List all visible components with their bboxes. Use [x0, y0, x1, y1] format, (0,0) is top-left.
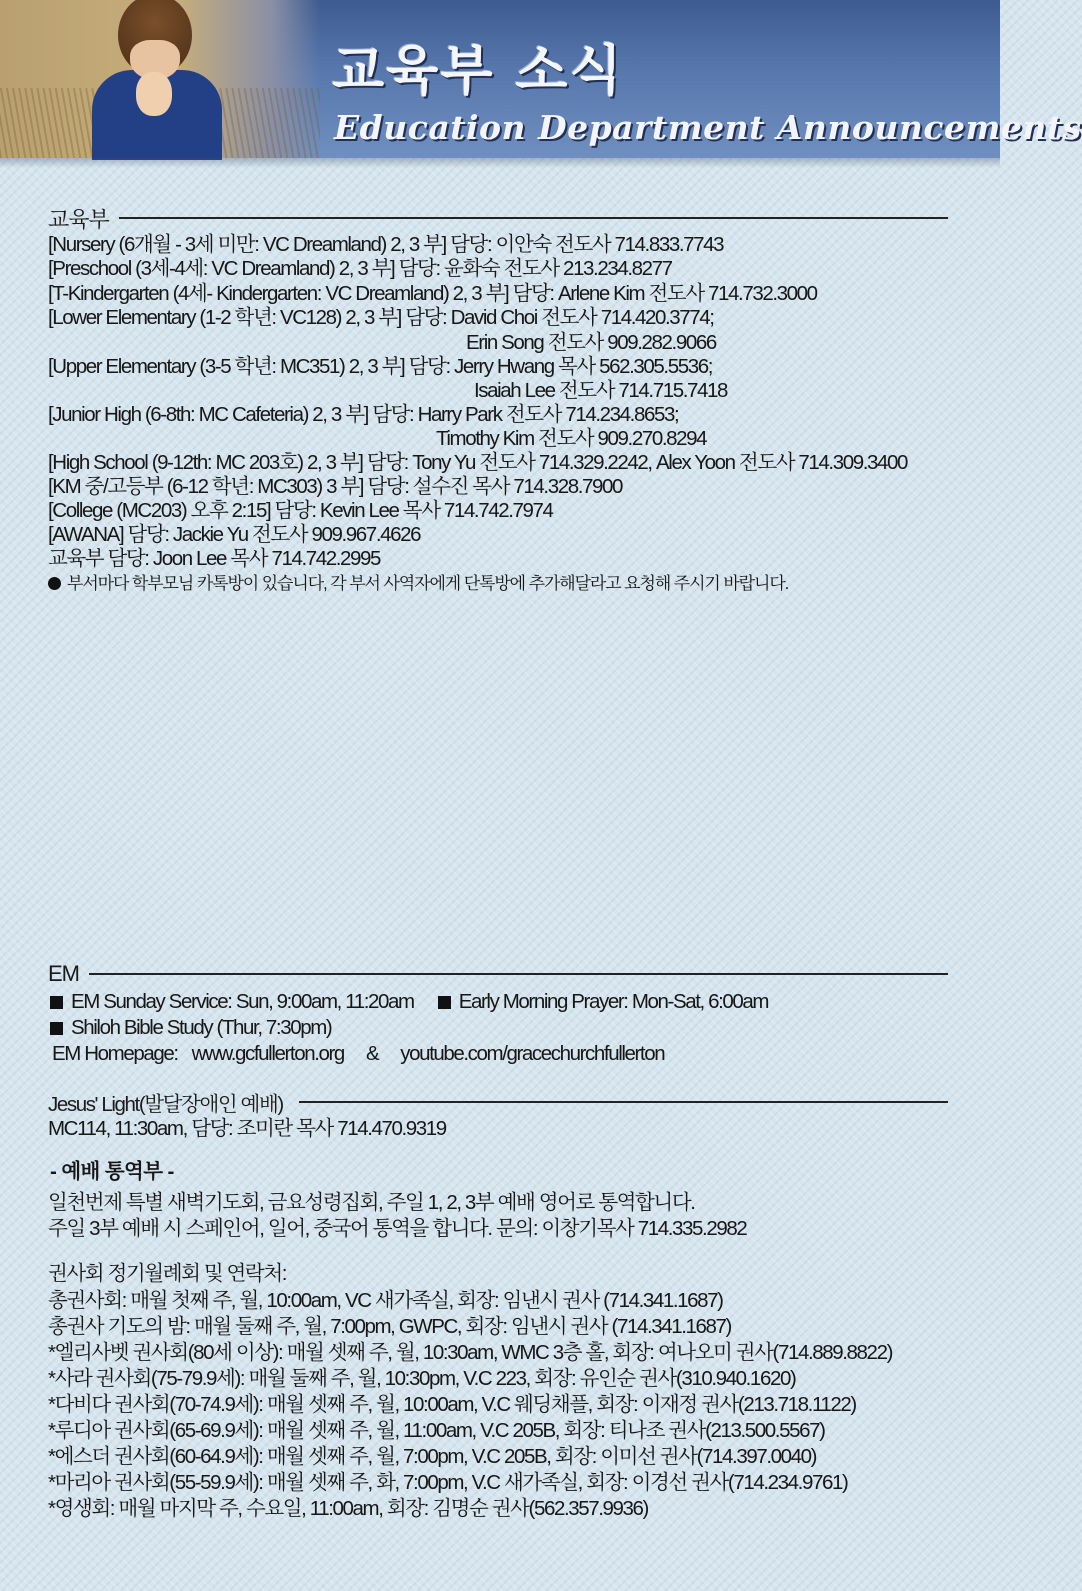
- interpretation-line-2: 주일 3부 예배 시 스페인어, 일어, 중국어 통역을 합니다. 문의: 이창기목사 714.335.2982: [48, 1217, 747, 1240]
- youtube-link[interactable]: youtube.com/gracechurchfullerton: [400, 1042, 665, 1065]
- deaconess-line: *루디아 권사회(65-69.9세): 매월 셋째 주, 월, 11:00am, V.C 205B, 회장: 티나조 권사(213.500.5567): [48, 1419, 825, 1442]
- section-divider: [89, 973, 948, 975]
- em-heading: EM: [48, 961, 79, 986]
- kakao-note: [48, 572, 788, 596]
- education-section-header: [48, 204, 948, 232]
- square-bullet-icon: [50, 1022, 63, 1035]
- bullet-dot-icon: [48, 577, 61, 590]
- deaconess-line: *마리아 권사회(55-59.9세): 매월 셋째 주, 화, 7:00pm, V.C 새가족실, 회장: 이경선 권사(714.234.9761): [48, 1471, 848, 1494]
- em-homepage-line: [52, 1042, 664, 1066]
- education-director-line: 교육부 담당: Joon Lee 목사 714.742.2995: [48, 547, 381, 570]
- deaconess-line: *영생회: 매월 마지막 주, 수요일, 11:00am, 회장: 김명순 권사(562.357.9936): [48, 1497, 648, 1520]
- education-heading: 교육부: [48, 206, 109, 232]
- nursery-line: [Nursery (6개월 - 3세 미만: VC Dreamland) 2, 3 부] 담당: 이안숙 전도사 714.833.7743: [48, 233, 724, 256]
- praying-child-photo: [0, 0, 320, 158]
- junior-high-contact-2: Timothy Kim 전도사 909.270.8294: [436, 427, 707, 450]
- ampersand: &: [365, 1042, 379, 1065]
- em-early-prayer: Early Morning Prayer: Mon-Sat, 6:00am: [458, 990, 769, 1013]
- header-banner: [0, 0, 1082, 158]
- interpretation-heading: - 예배 통역부 -: [50, 1160, 174, 1183]
- em-bible-study-line: [50, 1016, 331, 1040]
- jesus-light-section-header: [48, 1088, 948, 1116]
- deaconess-line: 총권사 기도의 밤: 매월 둘째 주, 월, 7:00pm, GWPC, 회장: 임낸시 권사 (714.341.1687): [48, 1315, 731, 1338]
- deaconess-line: 총권사회: 매월 첫째 주, 월, 10:00am, VC 새가족실, 회장: 임낸시 권사 (714.341.1687): [48, 1289, 723, 1312]
- banner-shadow: [0, 158, 1000, 168]
- kakao-note-text: 부서마다 학부모님 카톡방이 있습니다, 각 부서 사역자에게 단톡방에 추가해달라고 요청해 주시기 바랍니다.: [67, 574, 789, 593]
- jesus-light-detail: MC114, 11:30am, 담당: 조미란 목사 714.470.9319: [48, 1117, 446, 1140]
- lower-elementary-contact-2: Erin Song 전도사 909.282.9066: [466, 331, 716, 354]
- deaconess-line: *다비다 권사회(70-74.9세): 매월 셋째 주, 월, 10:00am, V.C 웨딩채플, 회장: 이재정 권사(213.718.1122): [48, 1393, 856, 1416]
- lower-elementary-line: [Lower Elementary (1-2 학년: VC128) 2, 3 부] 담당: David Choi 전도사 714.420.3774;: [48, 306, 714, 329]
- upper-elementary-line: [Upper Elementary (3-5 학년: MC351) 2, 3 부] 담당: Jerry Hwang 목사 562.305.5536;: [48, 355, 712, 378]
- km-youth-line: [KM 중/고등부 (6-12 학년: MC303) 3 부] 담당: 설수진 목사 714.328.7900: [48, 475, 622, 498]
- awana-line: [AWANA] 담당: Jackie Yu 전도사 909.967.4626: [48, 523, 421, 546]
- square-bullet-icon: [438, 996, 451, 1009]
- page-title: 교육부 소식: [332, 39, 624, 102]
- page-subtitle: Education Department Announcements: [334, 108, 1082, 147]
- deaconess-line: *엘리사벳 권사회(80세 이상): 매월 셋째 주, 월, 10:30am, WMC 3층 홀, 회장: 여나오미 권사(714.889.8822): [48, 1341, 892, 1364]
- em-homepage-link[interactable]: www.gcfullerton.org: [191, 1042, 344, 1065]
- college-line: [College (MC203) 오후 2:15] 담당: Kevin Lee 목사 714.742.7974: [48, 499, 553, 522]
- kindergarten-line: [T-Kindergarten (4세- Kindergarten: VC Dreamland) 2, 3 부] 담당: Arlene Kim 전도사 714.732.3000: [48, 282, 817, 305]
- praying-hands: [136, 72, 172, 116]
- section-divider: [119, 217, 948, 219]
- em-homepage-label: EM Homepage:: [52, 1042, 178, 1065]
- square-bullet-icon: [50, 996, 63, 1009]
- high-school-line: [High School (9-12th: MC 203호) 2, 3 부] 담당: Tony Yu 전도사 714.329.2242, Alex Yoon 전도사 714.309.3400: [48, 451, 908, 474]
- em-bible-study: Shiloh Bible Study (Thur, 7:30pm): [71, 1016, 332, 1039]
- preschool-line: [Preschool (3세-4세: VC Dreamland) 2, 3 부] 담당: 윤화숙 전도사 213.234.8277: [48, 257, 672, 280]
- deaconess-line: *사라 권사회(75-79.9세): 매월 둘째 주, 월, 10:30pm, V.C 223, 회장: 유인순 권사(310.940.1620): [48, 1367, 796, 1390]
- interpretation-line-1: 일천번제 특별 새벽기도회, 금요성령집회, 주일 1, 2, 3부 예배 영어로 통역합니다.: [48, 1191, 695, 1214]
- deaconess-line: *에스더 권사회(60-64.9세): 매월 셋째 주, 월, 7:00pm, V.C 205B, 회장: 이미선 권사(714.397.0040): [48, 1445, 817, 1468]
- em-services-line: [50, 990, 768, 1014]
- jesus-light-heading: Jesus' Light(발달장애인 예배): [48, 1093, 283, 1116]
- deaconess-heading: 권사회 정기월례회 및 연락처:: [48, 1262, 287, 1285]
- junior-high-line: [Junior High (6-8th: MC Cafeteria) 2, 3 부] 담당: Harry Park 전도사 714.234.8653;: [48, 403, 679, 426]
- section-divider: [299, 1101, 948, 1103]
- em-section-header: [48, 960, 948, 988]
- em-sunday-service: EM Sunday Service: Sun, 9:00am, 11:20am: [71, 990, 414, 1013]
- upper-elementary-contact-2: Isaiah Lee 전도사 714.715.7418: [474, 379, 728, 402]
